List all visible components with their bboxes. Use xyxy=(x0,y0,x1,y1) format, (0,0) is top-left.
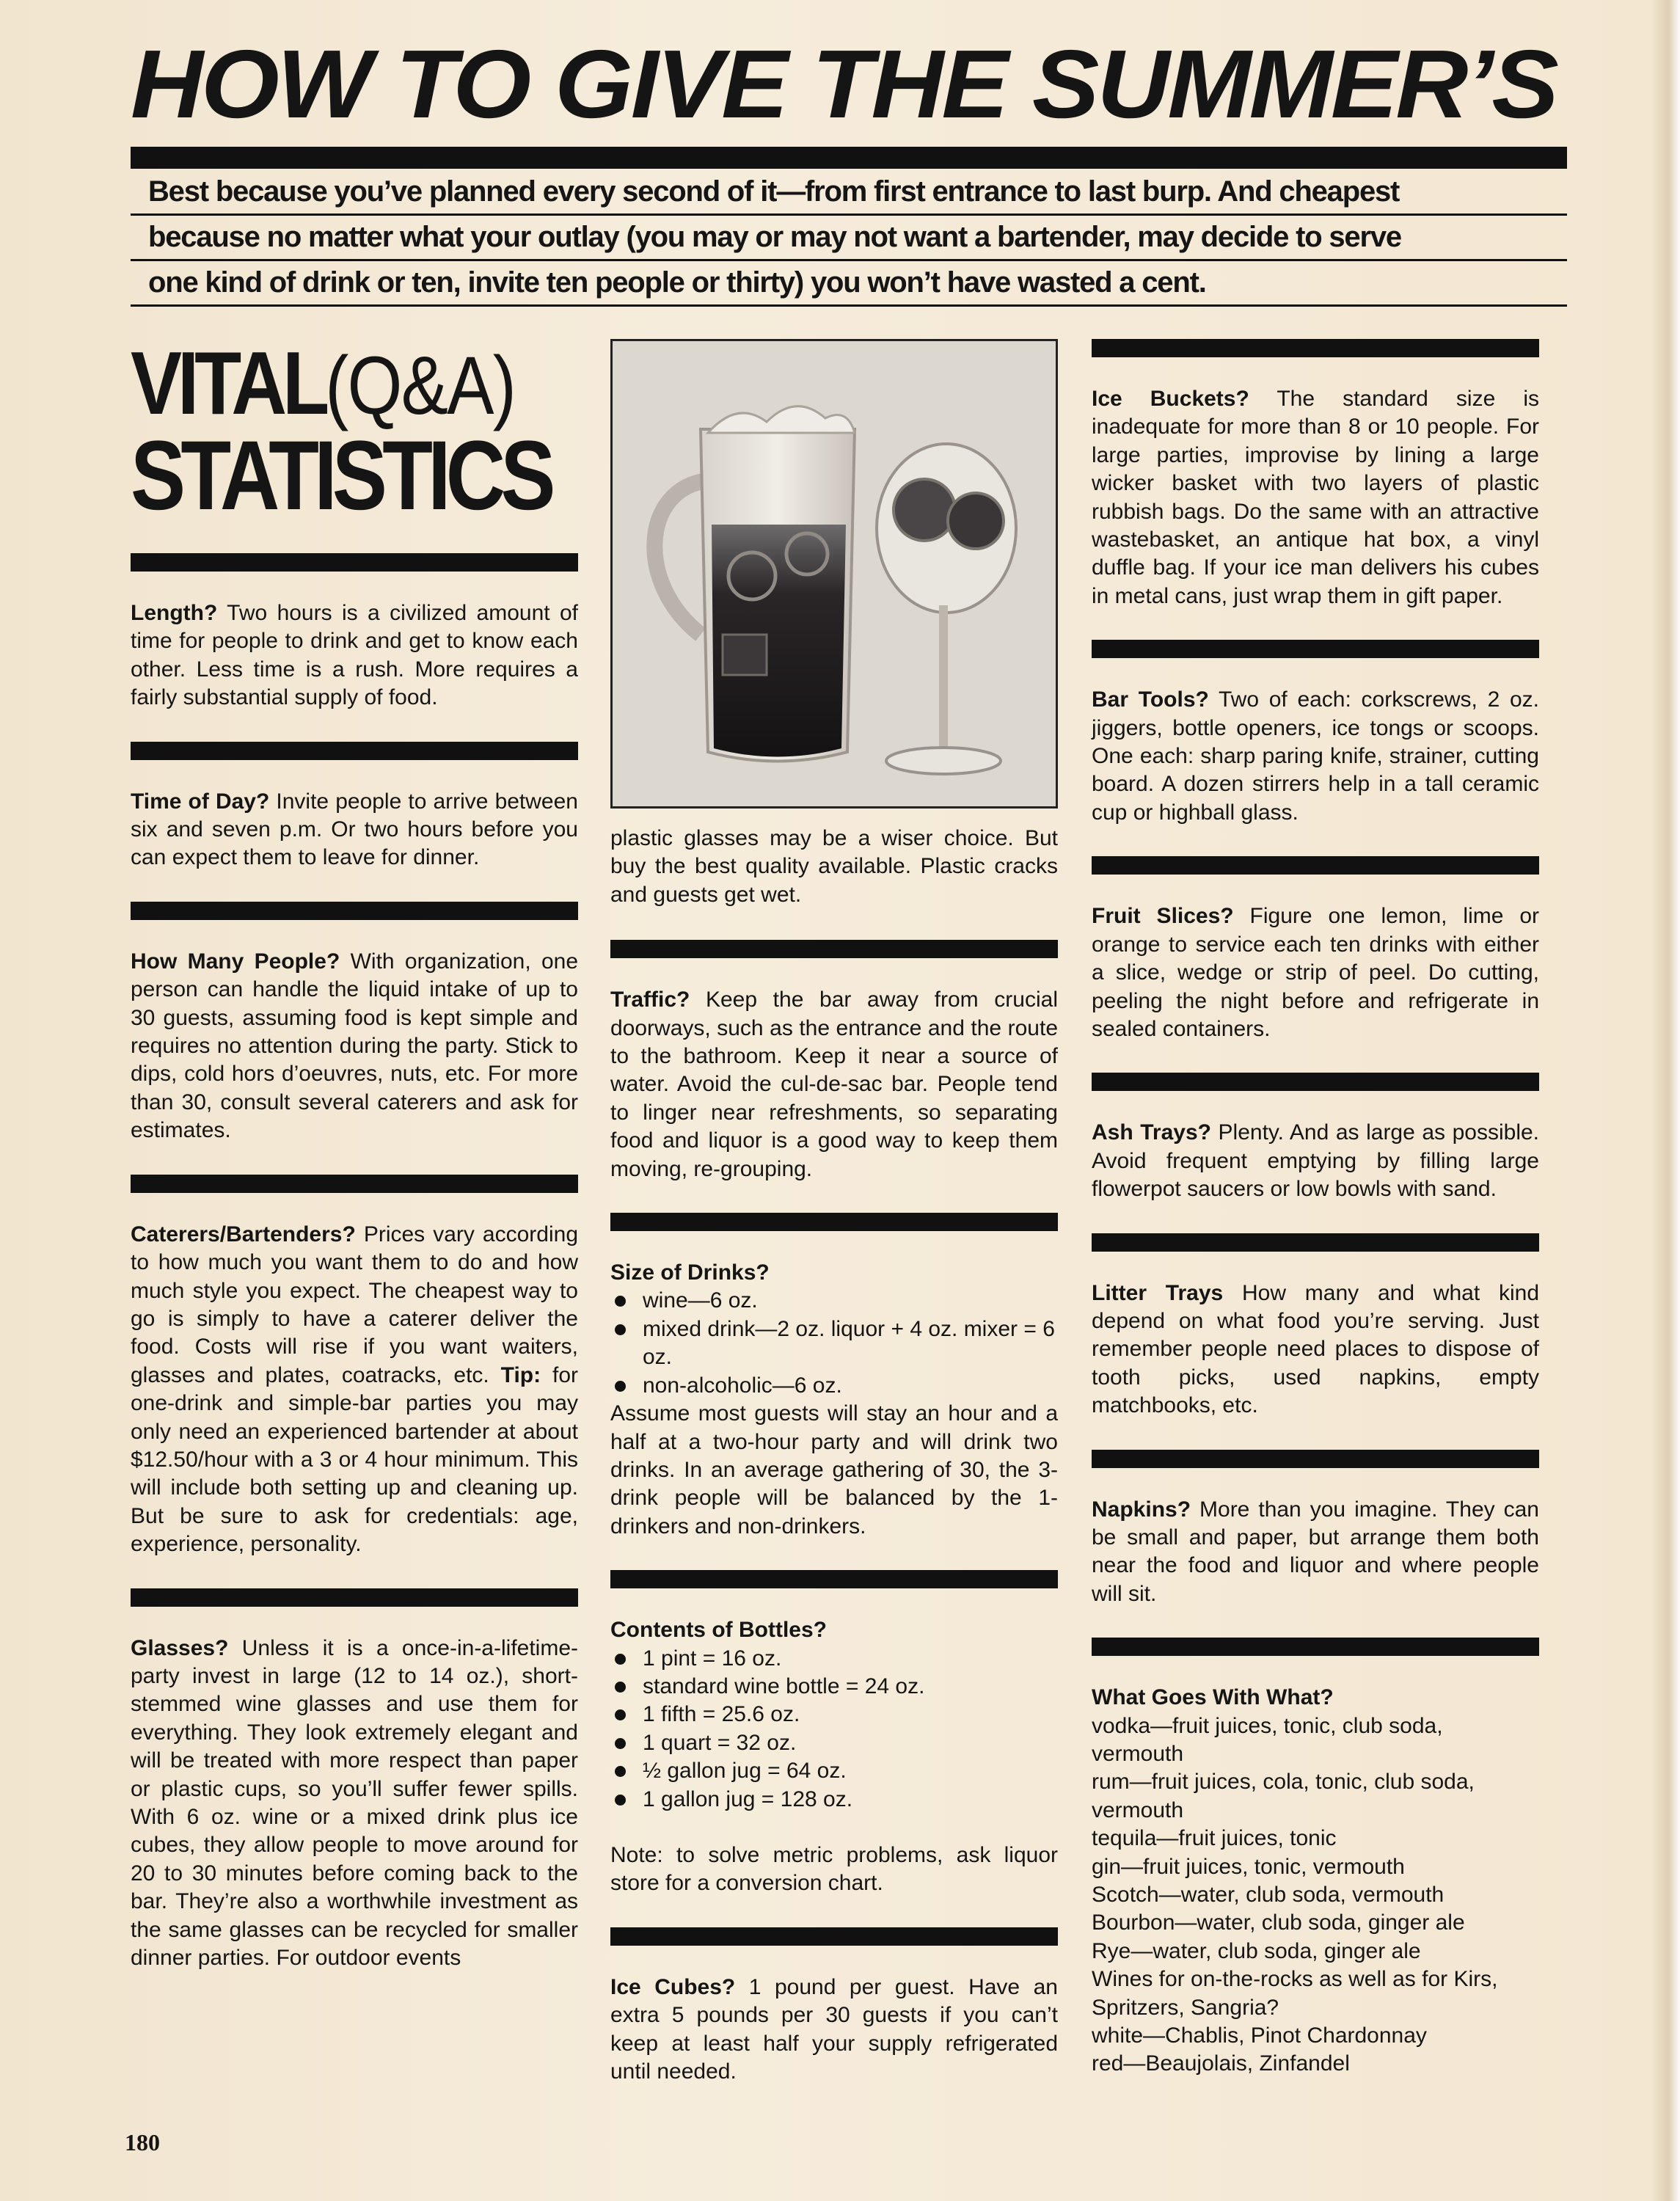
pairing-line: tequila—fruit juices, tonic xyxy=(1092,1826,1337,1851)
section-ice-cubes xyxy=(610,1974,1058,2087)
section-how-many-people xyxy=(131,948,578,1145)
section-contents-of-bottles xyxy=(610,1616,1058,1898)
question-label: Length? xyxy=(131,601,218,625)
section-rule xyxy=(610,1213,1058,1231)
section-rule xyxy=(610,1927,1058,1946)
answer-text: More than you imagine. They can be small and paper, but arrange them both near the food and liquor and where people will sit. xyxy=(1092,1497,1539,1606)
pairing-line: rum—fruit juices, cola, tonic, club soda, vermouth xyxy=(1092,1770,1475,1822)
question-label: Traffic? xyxy=(610,988,690,1012)
section-length xyxy=(131,599,578,712)
headline-rule xyxy=(131,147,1567,169)
answer-text: How many and what kind depend on what food you’re serving. Just remember people need places to dispose of tooth picks, used napkins, empty matchbooks, etc. xyxy=(1092,1280,1540,1418)
list-item: 1 fifth = 25.6 oz. xyxy=(610,1701,1058,1729)
answer-text: Keep the bar away from crucial doorways, such as the entrance and the route to the bathroom. Keep it near a source of water. Avoid the cul-de-sac bar. People tend to linger near refreshments, so separating food and liquor is a good way to keep them moving, re-grouping. xyxy=(610,988,1058,1181)
answer-text: for one-drink and simple-bar parties you may only need an experienced bartender at about $12.50/hour with a 3 or 4 hour minimum. This will include both setting up and cleaning up. But be sure to ask for credentials: age, experience, personality. xyxy=(131,1362,578,1557)
column-1 xyxy=(131,333,579,1972)
question-label: Bar Tools? xyxy=(1092,687,1209,712)
title-statistics: STATISTICS xyxy=(131,421,551,530)
section-rule xyxy=(1092,339,1539,357)
pairing-line: gin—fruit juices, tonic, vermouth xyxy=(1092,1854,1405,1879)
page-number: 180 xyxy=(125,2129,160,2156)
answer-text: The standard size is inadequate for more than 8 or 10 people. For large parties, improvise by lining a large wicker basket with two layers of plastic rubbish bags. Do the same with an attractive wastebasket, an antique hat box, a vinyl duffle bag. If your ice man delivers his cubes in metal cans, just wrap them in gift paper. xyxy=(1092,387,1539,608)
note-text: Note: to solve metric problems, ask liquor store for a conversion chart. xyxy=(610,1842,1058,1896)
pairing-line: vodka—fruit juices, tonic, club soda, vermouth xyxy=(1092,1713,1443,1766)
question-label: What Goes With What? xyxy=(1092,1685,1334,1710)
headline: HOW TO GIVE THE SUMMER’S xyxy=(131,30,1557,138)
answer-text: Invite people to arrive between six and seven p.m. Or two hours before you can expect them to leave for dinner. xyxy=(131,789,578,870)
list-item: standard wine bottle = 24 oz. xyxy=(610,1673,1058,1701)
question-label: Contents of Bottles? xyxy=(610,1618,827,1643)
section-rule xyxy=(131,742,578,760)
pitcher-and-glass-image xyxy=(613,341,1056,806)
question-label: Size of Drinks? xyxy=(610,1260,770,1285)
question-label: Napkins? xyxy=(1092,1497,1191,1522)
section-napkins xyxy=(1092,1496,1539,1609)
section-rule xyxy=(131,1175,578,1193)
list-item: ½ gallon jug = 64 oz. xyxy=(610,1757,1058,1785)
answer-text: Two hours is a civilized amount of time for people to drink and get to know each other. Less time is a rush. More requires a fairly substantial supply of food. xyxy=(131,601,578,710)
pairing-line: Rye—water, club soda, ginger ale xyxy=(1092,1938,1421,1963)
pitcher-photo xyxy=(610,339,1058,809)
section-traffic xyxy=(610,986,1058,1183)
bottle-contents-list xyxy=(610,1645,1058,1814)
answer-text: Prices vary according to how much you want them to do and how much style you expect. The cheapest way to go is simply to have a caterer deliver the food. Costs will rise if you want waiters, glasses and plates, coatracks, etc. xyxy=(131,1222,578,1387)
pairing-line: Scotch—water, club soda, vermouth xyxy=(1092,1883,1445,1908)
pairing-line: white—Chablis, Pinot Chardonnay xyxy=(1092,2023,1427,2048)
section-caterers xyxy=(131,1221,578,1559)
drink-size-list xyxy=(610,1287,1058,1400)
deck-line: Best because you’ve planned every second of it—from first entrance to last burp. And cheapest xyxy=(131,170,1567,216)
section-glasses xyxy=(131,1635,578,1973)
section-rule xyxy=(1092,1073,1539,1091)
question-label: Ice Buckets? xyxy=(1092,387,1249,411)
list-item: 1 pint = 16 oz. xyxy=(610,1645,1058,1673)
list-item: 1 gallon jug = 128 oz. xyxy=(610,1786,1058,1814)
section-fruit-slices xyxy=(1092,902,1539,1043)
tip-label: Tip: xyxy=(500,1362,541,1387)
section-litter-trays xyxy=(1092,1280,1539,1420)
column-3 xyxy=(1092,339,1539,2078)
question-label: Caterers/Bartenders? xyxy=(131,1222,356,1246)
answer-text: Unless it is a once-in-a-lifetime-party invest in large (12 to 14 oz.), short-stemmed wine glasses and use them for everything. They look extremely elegant and will be treated with more respect than paper or plastic cups, so you’ll suffer fewer spills. With 6 oz. wine or a mixed drink plus ice cubes, they allow people to move around for 20 to 30 minutes before coming back to the bar. They’re also a worthwhile investment as the same glasses can be recycled for smaller dinner parties. For outdoor events xyxy=(131,1635,578,1971)
list-item: wine—6 oz. xyxy=(610,1287,1058,1315)
section-time-of-day xyxy=(131,788,578,872)
answer-text: Two of each: corkscrews, 2 oz. jiggers, bottle openers, ice tongs or scoops. One each: sharp paring knife, strainer, cutting board. A dozen stirrers help in a tall ceramic cup or highball glass. xyxy=(1092,687,1540,825)
pairing-line: Wines for on-the-rocks as well as for Kirs, Spritzers, Sangria? xyxy=(1092,1967,1498,2020)
title-vital-text: VITAL xyxy=(131,333,326,433)
section-glasses-continued xyxy=(610,825,1058,909)
title-qa: (Q&A) xyxy=(325,340,516,431)
section-size-of-drinks xyxy=(610,1259,1058,1541)
section-rule xyxy=(610,940,1058,958)
page-edge xyxy=(1651,0,1680,2201)
section-title xyxy=(131,333,600,559)
section-what-goes-with-what xyxy=(1092,1684,1539,2078)
question-label: Glasses? xyxy=(131,1635,229,1660)
answer-text: plastic glasses may be a wiser choice. But buy the best quality available. Plastic cracks and guests get wet. xyxy=(610,826,1058,907)
answer-text: Plenty. And as large as possible. Avoid frequent emptying by filling large flowerpot saucers or low bowls with sand. xyxy=(1092,1120,1540,1202)
question-label: Litter Trays xyxy=(1092,1280,1224,1305)
section-rule xyxy=(1092,1233,1539,1252)
answer-text: Figure one lemon, lime or orange to service each ten drinks with either a slice, wedge or strip of peel. Do cutting, peeling the night before and refrigerate in sealed containers. xyxy=(1092,904,1539,1041)
question-label: Ice Cubes? xyxy=(610,1974,736,1999)
section-bar-tools xyxy=(1092,686,1539,827)
column-2 xyxy=(610,339,1058,2086)
list-item: non-alcoholic—6 oz. xyxy=(610,1372,1058,1400)
section-rule xyxy=(131,902,578,920)
section-rule xyxy=(1092,1638,1539,1656)
list-item: 1 quart = 32 oz. xyxy=(610,1729,1058,1757)
section-ice-buckets xyxy=(1092,385,1539,610)
answer-text: 1 pound per guest. Have an extra 5 pounds per 30 guests if you can’t keep at least half your supply refrigerated until needed. xyxy=(610,1974,1058,2084)
section-rule xyxy=(610,1570,1058,1588)
section-rule xyxy=(1092,856,1539,875)
question-label: Time of Day? xyxy=(131,789,270,814)
question-label: Ash Trays? xyxy=(1092,1120,1211,1145)
title-vital xyxy=(131,333,516,433)
answer-text: With organization, one person can handle the liquid intake of up to 30 guests, assuming food is kept simple and requires no attention during the party. Stick to dips, cold hors d’oeuvres, nuts, etc. For more than 30, consult several caterers and ask for estimates. xyxy=(131,949,579,1143)
section-rule xyxy=(1092,640,1539,658)
pairing-line: Bourbon—water, club soda, ginger ale xyxy=(1092,1910,1465,1935)
question-label: How Many People? xyxy=(131,949,340,974)
deck-line: one kind of drink or ten, invite ten people or thirty) you won’t have wasted a cent. xyxy=(131,261,1567,307)
question-label: Fruit Slices? xyxy=(1092,904,1234,929)
deck-line: because no matter what your outlay (you may or may not want a bartender, may decide to serve xyxy=(131,216,1567,261)
pairing-line: red—Beaujolais, Zinfandel xyxy=(1092,2051,1350,2076)
deck xyxy=(131,170,1567,307)
answer-text: Assume most guests will stay an hour and a half at a two-hour party and will drink two drinks. In an average gathering of 30, the 3-drink people will be balanced by the 1-drinkers and non-drinkers. xyxy=(610,1401,1058,1538)
list-item: mixed drink—2 oz. liquor + 4 oz. mixer = 6 oz. xyxy=(610,1315,1058,1372)
section-rule xyxy=(131,1588,578,1607)
section-rule xyxy=(1092,1450,1539,1468)
section-ash-trays xyxy=(1092,1119,1539,1203)
